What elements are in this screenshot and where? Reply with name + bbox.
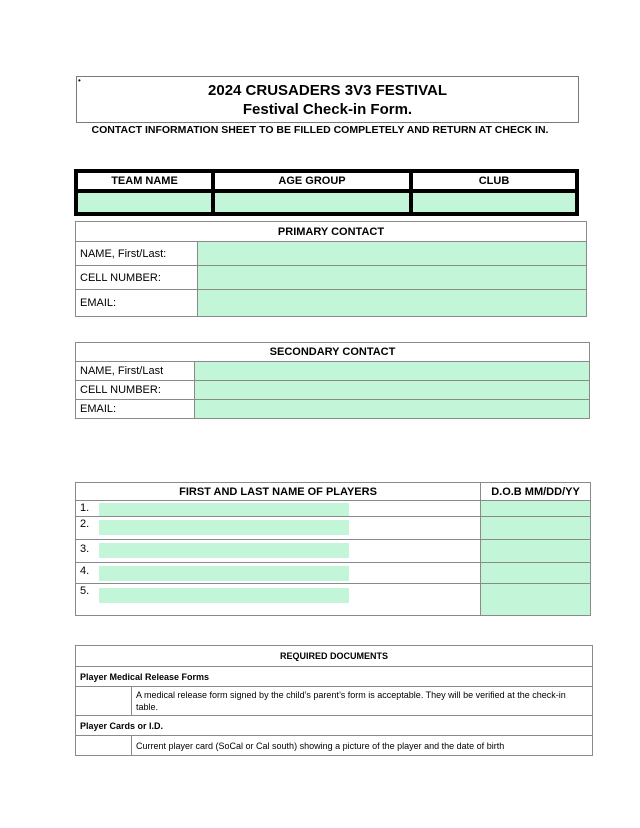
age-group-header: AGE GROUP <box>215 173 409 189</box>
form-subtitle: Festival Check-in Form. <box>242 101 413 118</box>
secondary-contact-heading: SECONDARY CONTACT <box>76 343 590 362</box>
player-cards-title: Player Cards or I.D. <box>76 716 593 736</box>
dob-header: D.O.B MM/DD/YY <box>481 483 591 501</box>
dob-field-2[interactable] <box>481 517 591 540</box>
primary-cell-field[interactable] <box>198 266 587 290</box>
title-box <box>76 76 579 123</box>
player-number: 4. <box>80 565 90 577</box>
secondary-cell-label: CELL NUMBER: <box>76 381 195 400</box>
medical-release-description: A medical release form signed by the child’s parent’s form is acceptable. They will be verified at the check-in table. <box>132 687 593 716</box>
instruction-text: CONTACT INFORMATION SHEET TO BE FILLED COMPLETELY AND RETURN AT CHECK IN. <box>91 124 549 136</box>
player-name-field-1[interactable] <box>99 503 349 516</box>
age-group-field[interactable] <box>215 193 409 212</box>
player-number: 2. <box>80 518 90 530</box>
players-table <box>75 482 591 616</box>
medical-release-title: Player Medical Release Forms <box>76 667 593 687</box>
form-title: 2024 CRUSADERS 3V3 FESTIVAL <box>208 82 447 99</box>
required-documents-heading: REQUIRED DOCUMENTS <box>76 646 593 667</box>
primary-email-label: EMAIL: <box>76 290 198 317</box>
secondary-email-field[interactable] <box>195 400 590 419</box>
player-cards-checkbox-cell[interactable] <box>76 736 132 756</box>
primary-name-label: NAME, First/Last: <box>76 242 198 266</box>
team-name-field[interactable] <box>78 193 211 212</box>
secondary-name-label: NAME, First/Last <box>76 362 195 381</box>
team-name-header: TEAM NAME <box>78 173 211 189</box>
bullet-mark: • <box>78 76 81 85</box>
primary-email-field[interactable] <box>198 290 587 317</box>
player-row-2 <box>76 517 481 540</box>
primary-cell-label: CELL NUMBER: <box>76 266 198 290</box>
secondary-cell-field[interactable] <box>195 381 590 400</box>
player-number: 5. <box>80 585 90 597</box>
dob-field-3[interactable] <box>481 540 591 563</box>
dob-field-4[interactable] <box>481 563 591 584</box>
medical-release-checkbox-cell[interactable] <box>76 687 132 716</box>
primary-name-field[interactable] <box>198 242 587 266</box>
player-name-field-5[interactable] <box>99 588 349 603</box>
team-info-table <box>74 169 579 216</box>
secondary-contact-table <box>75 342 590 419</box>
player-name-field-4[interactable] <box>99 566 349 581</box>
player-name-field-2[interactable] <box>99 520 349 535</box>
club-header: CLUB <box>413 173 575 189</box>
club-field[interactable] <box>413 193 575 212</box>
player-names-header: FIRST AND LAST NAME OF PLAYERS <box>76 483 481 501</box>
required-documents-table <box>75 645 593 756</box>
player-number: 3. <box>80 543 90 555</box>
dob-field-1[interactable] <box>481 501 591 517</box>
player-row-4 <box>76 563 481 584</box>
player-row-1 <box>76 501 481 517</box>
secondary-email-label: EMAIL: <box>76 400 195 419</box>
secondary-name-field[interactable] <box>195 362 590 381</box>
primary-contact-heading: PRIMARY CONTACT <box>76 222 587 242</box>
player-number: 1. <box>80 502 90 514</box>
player-name-field-3[interactable] <box>99 543 349 558</box>
player-cards-description: Current player card (SoCal or Cal south) showing a picture of the player and the date of birth <box>132 736 593 756</box>
dob-field-5[interactable] <box>481 584 591 616</box>
primary-contact-table <box>75 221 587 317</box>
player-row-5 <box>76 584 481 616</box>
player-row-3 <box>76 540 481 563</box>
